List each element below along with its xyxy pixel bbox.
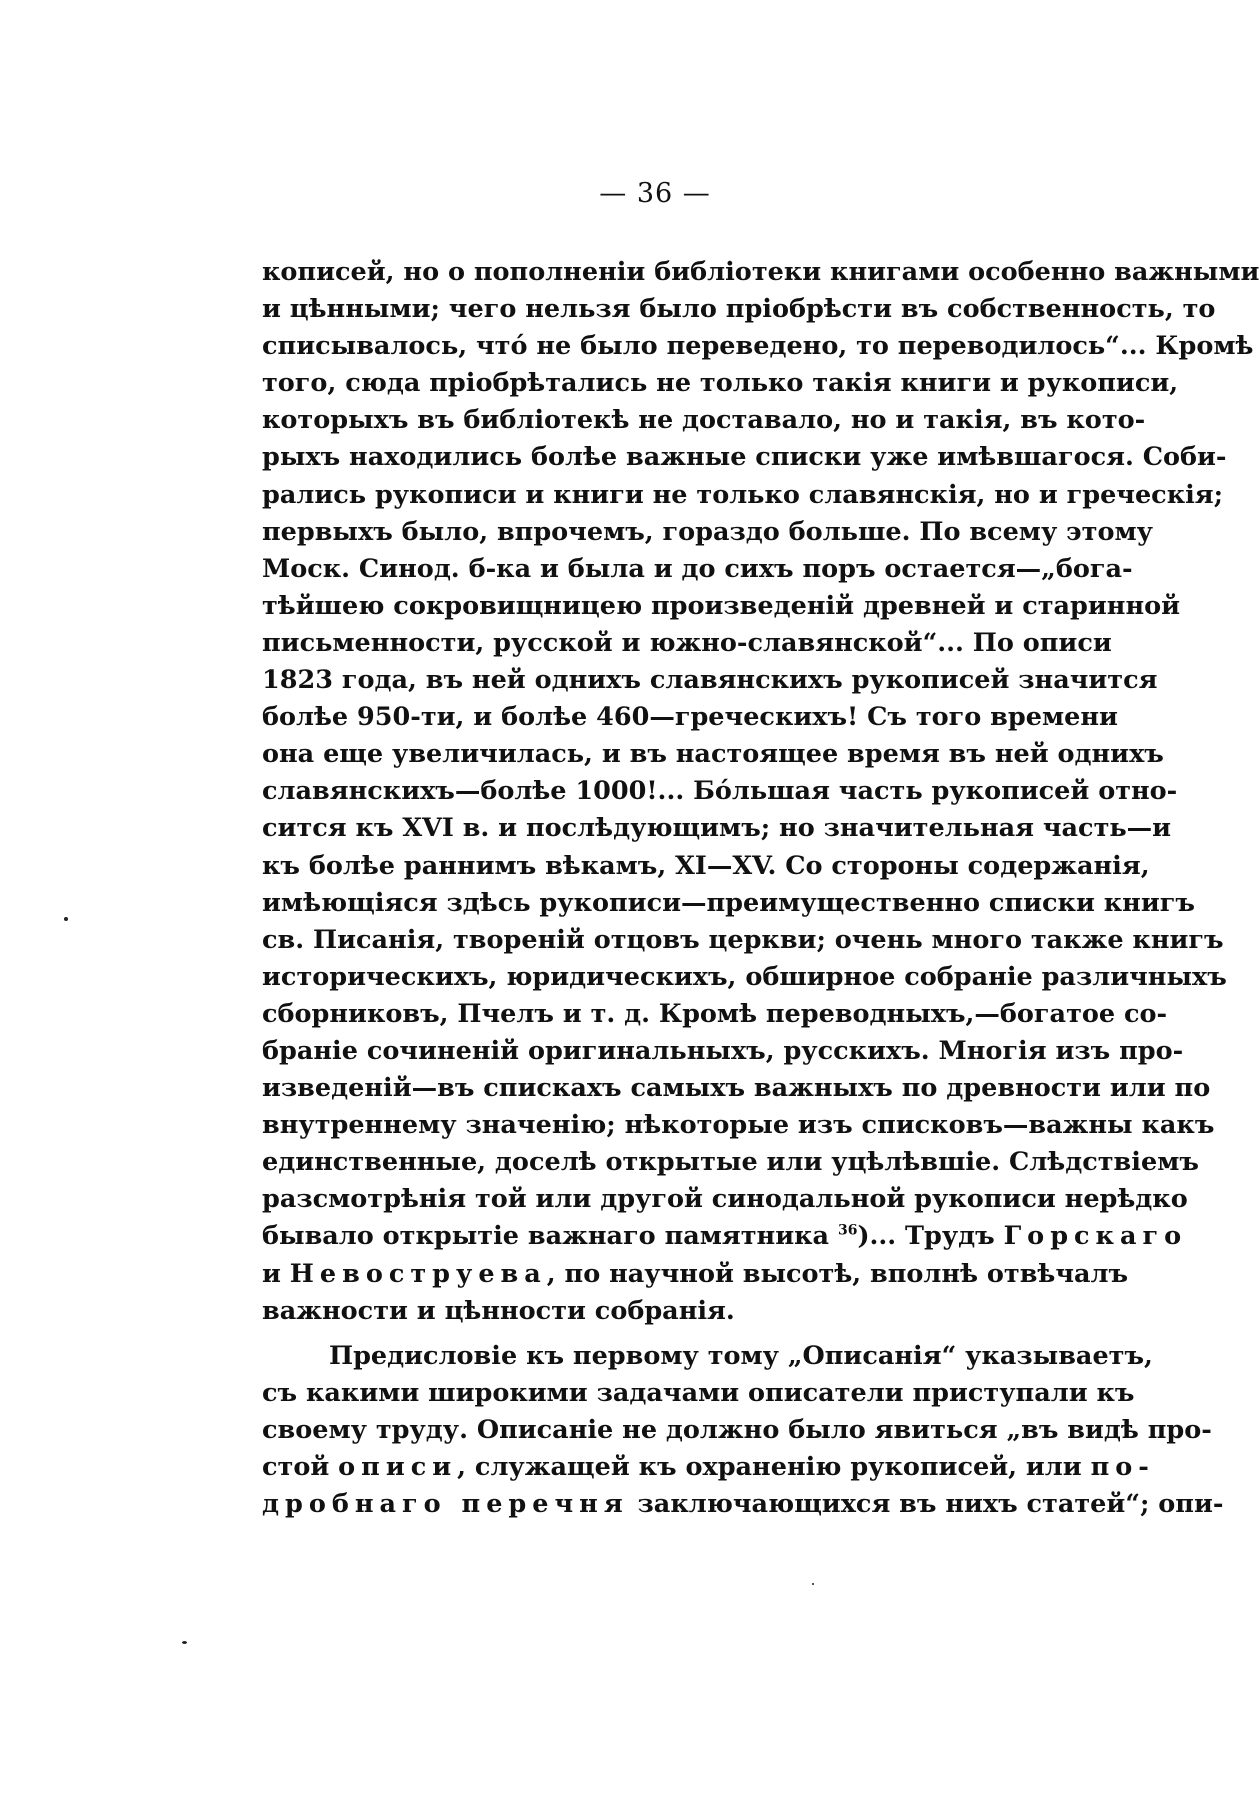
line-text: и [262,1258,290,1289]
page-number [85,178,1225,209]
text-line: съ какими широкими задачами описатели приступали къ [262,1377,1135,1408]
text-line: рались рукописи и книги не только славянскія, но и греческія; [262,479,1224,510]
text-line: внутреннему значенію; нѣкоторые изъ списковъ—важны какъ [262,1110,1215,1141]
text-line: изведеній—въ спискахъ самыхъ важныхъ по древности или по [262,1073,1211,1104]
author-name-nevostruev: Невоструева [289,1258,547,1289]
text-line: того, сюда пріобрѣтались не только такія книги и рукописи, [262,368,1179,399]
text-line: 1823 года, въ ней однихъ славянскихъ рукописей значится [262,665,1158,696]
text-line: своему труду. Описаніе не должно было явиться „въ видѣ про- [262,1414,1212,1445]
text-line: и цѣнными; чего нельзя было пріобрѣсти въ собственность, то [262,294,1216,325]
text-line: тѣйшею сокровищницею произведеній древней и старинной [262,590,1181,621]
main-text [262,254,1259,1523]
text-line: рыхъ находились болѣе важные списки уже имѣвшагося. Соби- [262,442,1227,473]
text-line: св. Писанія, твореній отцовъ церкви; очень много также книгъ [262,924,1224,955]
scan-speck [182,1641,187,1644]
footnote-marker: 36 [837,1222,858,1239]
paragraph-2 [262,1338,1224,1523]
text-line [262,1256,1129,1293]
text-line: къ болѣе раннимъ вѣкамъ, XI—XV. Со стороны содержанія, [262,850,1150,881]
spaced-phrase: дробнаго перечня [262,1489,629,1520]
text-line: единственные, доселѣ открытые или уцѣлѣвшіе. Слѣдствіемъ [262,1147,1199,1178]
text-line: имѣющіяся здѣсь рукописи—преимущественно списки книгъ [262,887,1195,918]
text-line: списывалось, чтó не было переведено, то переводилось“... Кромѣ [262,331,1254,362]
line-text: )... Трудъ [857,1221,1004,1252]
text-line [262,1486,1224,1523]
paragraph-1 [262,254,1259,1330]
text-line: которыхъ въ библіотекѣ не доставало, но и такія, въ кото- [262,405,1146,436]
text-line [262,1218,1188,1255]
spaced-word: описи [338,1452,458,1482]
scan-speck [812,1583,814,1585]
text-line: славянскихъ—болѣе 1000!... Бóльшая часть рукописей отно- [262,776,1178,807]
text-line: сится къ XVI в. и послѣдующимъ; но значительная часть—и [262,813,1172,844]
line-text: бывало открытіе важнаго памятника [262,1221,838,1252]
line-text: заключающихся въ нихъ статей“; опи- [628,1489,1224,1520]
text-line: сборниковъ, Пчелъ и т. д. Кромѣ переводныхъ,—богатое со- [262,998,1168,1029]
text-line: болѣе 950-ти, и болѣе 460—греческихъ! Съ того времени [262,702,1118,733]
scan-speck [64,917,68,921]
line-text: , по научной высотѣ, вполнѣ отвѣчалъ [546,1258,1129,1289]
text-line: важности и цѣнности собранія. [262,1295,735,1326]
text-line: она еще увеличилась, и въ настоящее время въ ней однихъ [262,739,1164,770]
text-line: письменности, русской и южно-славянской“... По описи [262,627,1112,658]
line-text: , служащей къ охраненію рукописей, или [457,1452,1091,1482]
page-number-text: — 36 — [599,178,711,209]
text-line: разсмотрѣнія той или другой синодальной рукописи нерѣдко [262,1184,1188,1215]
author-name-gorsky: Горскаго [1003,1221,1188,1252]
text-line: Моск. Синод. б-ка и была и до сихъ поръ остается—„бога- [262,553,1133,584]
text-line: историческихъ, юридическихъ, обширное собраніе различныхъ [262,961,1227,992]
spaced-word: по- [1090,1452,1155,1482]
text-line: первыхъ было, впрочемъ, гораздо больше. По всему этому [262,516,1153,547]
text-line [262,1449,1155,1486]
text-line: браніе сочиненій оригинальныхъ, русскихъ. Многія изъ про- [262,1035,1184,1066]
text-line: кописей, но о пополненіи библіотеки книгами особенно важными [262,257,1259,287]
text-line: Предисловіе къ первому тому „Описанія“ указываетъ, [329,1340,1153,1371]
line-text: стой [262,1452,339,1482]
